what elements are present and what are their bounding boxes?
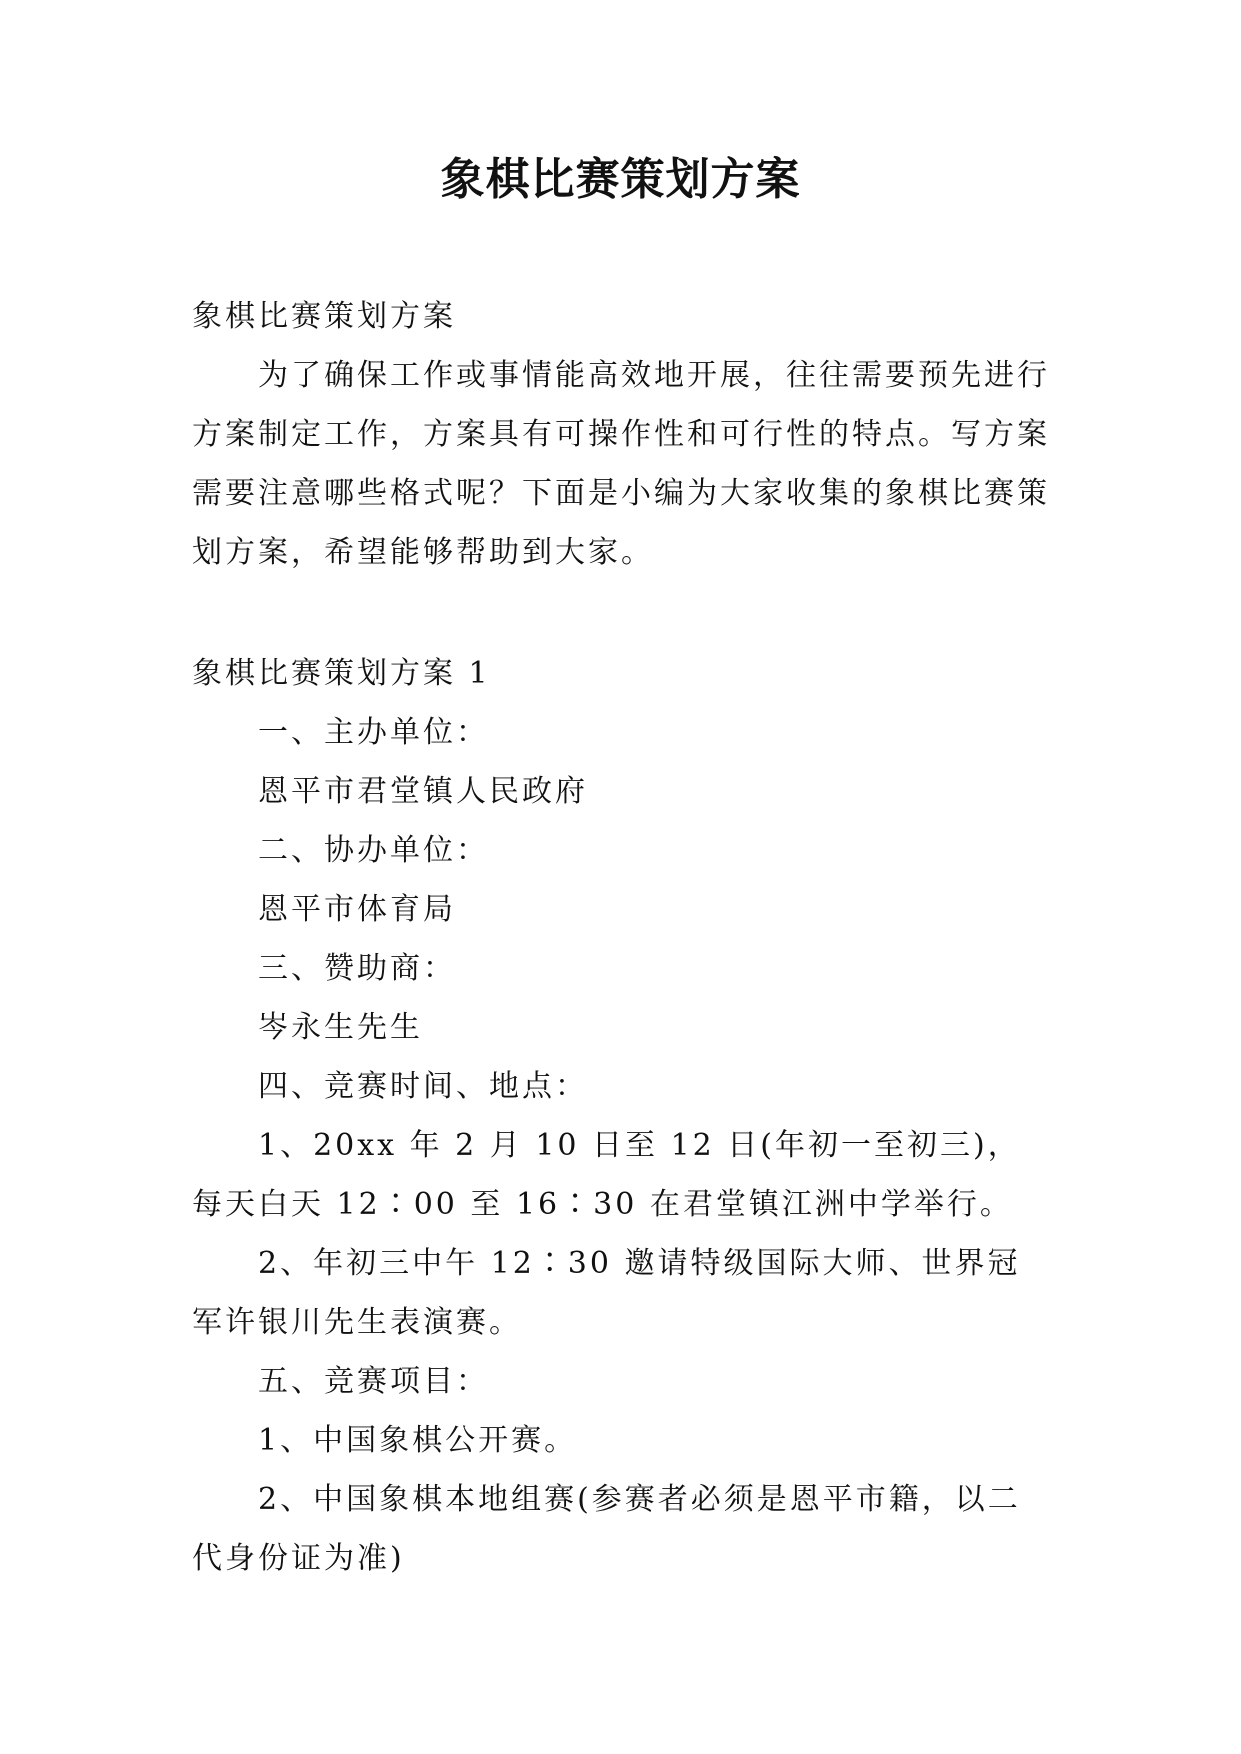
intro-paragraph: 为了确保工作或事情能高效地开展，往往需要预先进行方案制定工作，方案具有可操作性和可行性的特点。写方案需要注意哪些格式呢？下面是小编为大家收集的象棋比赛策划方案，希望能够帮助到大家。 [192,358,1050,570]
document-title: 象棋比赛策划方案 [440,154,801,205]
list-item: 一、主办单位： [258,715,489,750]
list-item: 2、年初三中午 12∶30 邀请特级国际大师、世界冠军许银川先生表演赛。 [192,1246,1021,1340]
list-item: 1、中国象棋公开赛。 [258,1423,578,1458]
list-item: 1、20xx 年 2 月 10 日至 12 日(年初一至初三)，每天白天 12∶00 至 16∶30 在君堂镇江洲中学举行。 [192,1128,1021,1222]
list-item: 五、竞赛项目： [258,1364,489,1399]
list-item: 恩平市体育局 [258,892,456,927]
section-heading: 象棋比赛策划方案 1 [192,656,491,691]
list-item: 二、协办单位： [258,833,489,868]
document-body [192,287,1052,1588]
list-item: 岑永生先生 [258,1010,423,1045]
list-item: 恩平市君堂镇人民政府 [258,774,588,809]
list-item: 四、竞赛时间、地点： [258,1069,588,1104]
document-subtitle: 象棋比赛策划方案 [192,299,456,334]
list-item: 三、赞助商： [258,951,456,986]
list-item: 2、中国象棋本地组赛(参赛者必须是恩平市籍，以二代身份证为准) [192,1482,1021,1576]
spacer [192,582,1052,644]
